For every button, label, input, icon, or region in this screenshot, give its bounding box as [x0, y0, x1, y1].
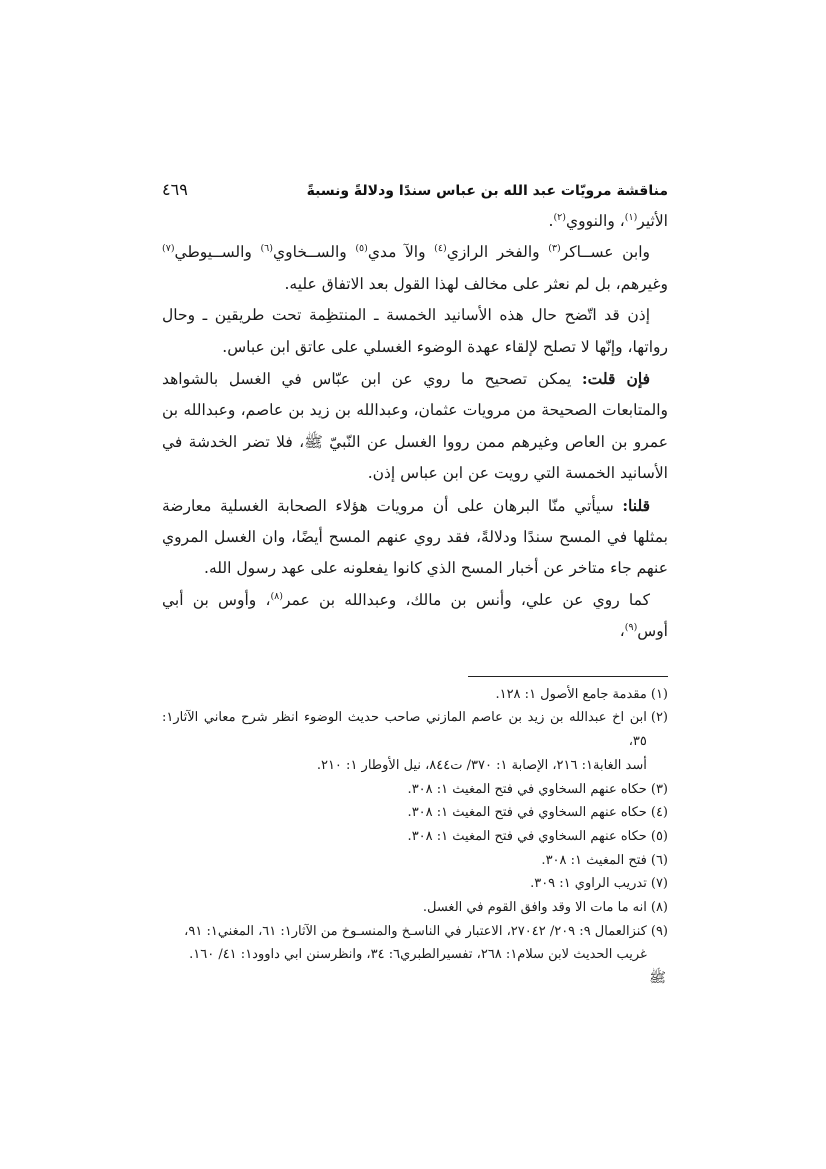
- footnote-text: حكاه عنهم السخاوي في فتح المغيث ١: ٣٠٨.: [407, 828, 647, 844]
- paragraph-3: إذن قد اتّضح حال هذه الأسانيد الخمسة ـ المنتظِمة تحت طريقين ـ وحال رواتها، وإنّها لا تصلح لإلقاء عهدة الوضوء الغسلي على عاتق ابن عباس.: [162, 306, 668, 356]
- footnote: [162, 872, 668, 896]
- footnote-text: حكاه عنهم السخاوي في فتح المغيث ١: ٣٠٨.: [407, 805, 647, 821]
- footnote-text: [162, 920, 647, 967]
- footnote: [162, 706, 668, 777]
- footnote-ref[interactable]: (٨): [270, 590, 283, 602]
- footnotes: [162, 683, 668, 989]
- paragraph-6: [162, 585, 668, 648]
- footnote-number: (٥): [650, 828, 668, 844]
- document-page: [162, 180, 668, 989]
- footnote-line: أسد الغابة١: ٢١٦، الإصابة ١: ٣٧٠/ ت٨٤٤، نيل الأوطار ١: ٢١٠.: [316, 757, 647, 773]
- page-end-mark: ﷺ: [649, 970, 666, 987]
- text-run: والســيوطي: [174, 243, 261, 262]
- footnote-ref[interactable]: (٩): [624, 622, 638, 634]
- footnote: [162, 683, 668, 707]
- footnote-text: فتح المغيث ١: ٣٠٨.: [541, 852, 647, 868]
- text-run: وابن عســاكر: [560, 243, 650, 262]
- paragraph-5: [162, 490, 668, 585]
- page-number: ٤٦٩: [162, 180, 188, 199]
- text-run: كما روي عن علي، وأنس بن مالك، وعبدالله بن عمر: [283, 590, 650, 609]
- paragraph-4: [162, 363, 668, 490]
- text-run: الأثير: [637, 212, 668, 230]
- footnote: [162, 825, 668, 849]
- lead-phrase: قلنا:: [622, 495, 650, 515]
- footnote: [162, 849, 668, 873]
- text-run: سيأتي منّا البرهان على أن مرويات هؤلاء الصحابة الغسلية معارضة بمثلها في المسح سندًا ودلالةً، فقد روي عنهم المسح أيضًا، وان الغسل المروي عنهم جاء متاخر عن أخبار المسح الذي كانوا يفعلونه على عهد رسول الله.: [162, 496, 668, 578]
- running-title: مناقشة مرويّات عبد الله بن عباس سندًا ودلالةً ونسبةً: [306, 183, 668, 199]
- footnote-number: (١): [650, 686, 668, 702]
- footnote-number: (٧): [650, 876, 668, 892]
- footnote-ref[interactable]: (٧): [162, 243, 175, 255]
- footnote: [162, 896, 668, 920]
- main-text: [162, 206, 668, 648]
- footnote-ref[interactable]: (٣): [548, 243, 561, 255]
- text-run: .: [548, 212, 554, 230]
- footnote-number: (٢): [650, 710, 668, 726]
- footnote-number: (٨): [650, 900, 668, 916]
- text-run: وغيرهم، بل لم نعثر على مخالف لهذا القول بعد الاتفاق عليه.: [284, 274, 668, 293]
- footnote-separator: [468, 676, 668, 677]
- footnote-number: (٦): [650, 852, 668, 868]
- footnote-line: كنزالعمال ٩: ٢٠٩/ ٢٧٠٤٢، الاعتبار في الناسـخ والمنسـوخ من الآثار١: ٦١، المغني١: ٩١،: [184, 923, 647, 939]
- text-run: والآ مدي: [367, 243, 435, 262]
- text-run: والفخر الرازي: [446, 243, 549, 262]
- footnote-text: مقدمة جامع الأصول ١: ١٢٨.: [495, 686, 647, 702]
- footnote-text: [162, 706, 647, 777]
- text-run: ، والنووي: [566, 212, 625, 230]
- footnote-ref[interactable]: (٤): [434, 243, 447, 255]
- text-run: والســخاوي: [273, 243, 356, 262]
- text-run: ،: [619, 622, 625, 641]
- footnote-ref[interactable]: (١): [624, 212, 638, 223]
- text-run: يمكن تصحيح ما روي عن ابن عبّاس في الغسل بالشواهد والمتابعات الصحيحة من مرويات عثمان، وعبدالله بن زيد بن عاصم، وعبدالله بن عمرو بن العاص وغيرهم ممن رووا الغسل عن النّبيّ ﷺ، فلا تضر الخدشة في الأسانيد الخمسة التي رويت عن ابن عباس إذن.: [162, 370, 668, 483]
- footnote-line: غريب الحديث لابن سلام١: ٢٦٨، تفسيرالطبري٦: ٣٤، وانظرسنن ابي داوود١: ٤١/ ١٦٠.: [189, 947, 647, 963]
- footnote: [162, 801, 668, 825]
- footnote: [162, 778, 668, 802]
- paragraph-1: [162, 206, 668, 237]
- lead-phrase: فإن قلت:: [581, 369, 650, 389]
- footnote-number: (٤): [650, 805, 668, 821]
- footnote-ref[interactable]: (٢): [553, 212, 566, 223]
- footnote-text: تدريب الراوي ١: ٣٠٩.: [530, 876, 647, 892]
- footnote-text: حكاه عنهم السخاوي في فتح المغيث ١: ٣٠٨.: [407, 781, 647, 797]
- footnote-text: انه ما مات الا وقد وافق القوم في الغسل.: [422, 900, 647, 916]
- footnote-ref[interactable]: (٥): [355, 243, 368, 255]
- footnote-ref[interactable]: (٦): [260, 243, 273, 255]
- running-header: [162, 180, 668, 206]
- footnote-number: (٩): [650, 923, 668, 939]
- footnote-number: (٣): [650, 781, 668, 797]
- paragraph-2: [162, 237, 668, 300]
- text-run: ، وأوس بن أبي أوس: [162, 590, 668, 641]
- footnote: [162, 920, 668, 967]
- footnote-line: ابن اخ عبدالله بن زيد بن عاصم المازني صاحب حديث الوضوء انظر شرح معاني الآثار١: ٣٥،: [162, 710, 647, 750]
